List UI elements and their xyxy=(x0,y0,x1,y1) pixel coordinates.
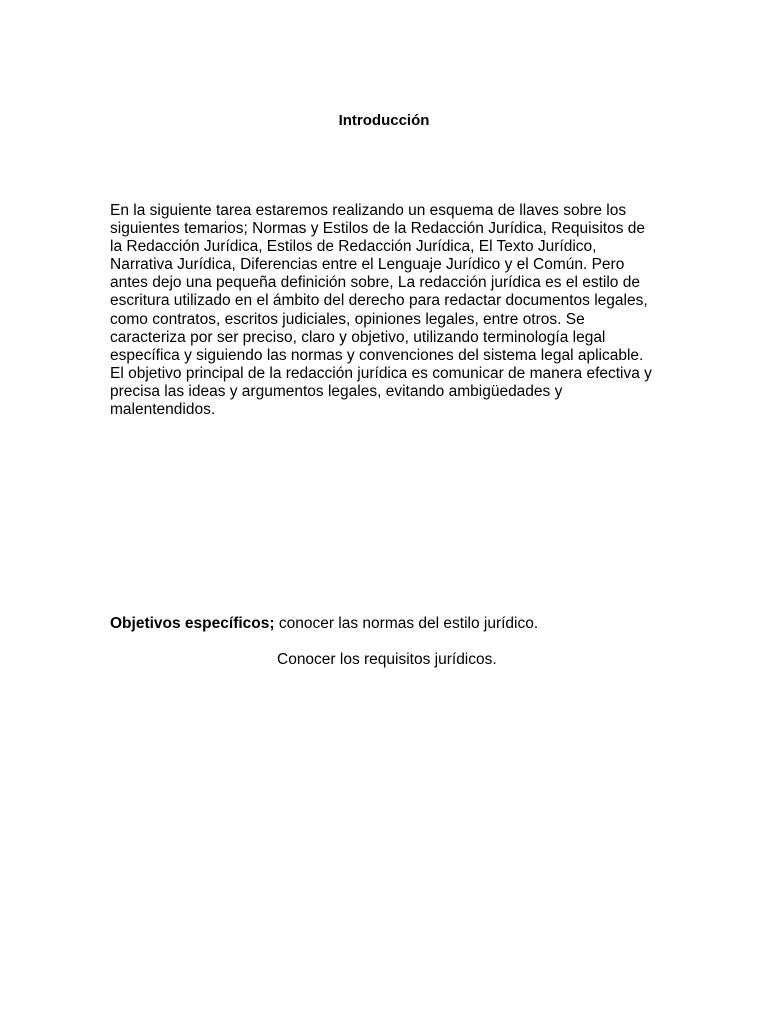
objective-item-2: Conocer los requisitos jurídicos. xyxy=(277,651,497,668)
intro-paragraph: En la siguiente tarea estaremos realizando un esquema de llaves sobre los siguientes temarios; Normas y Estilos de la Redacción Jurídica, Requisitos de la Redacción Jurídica, Estilos de Redacción Jurídica, El Texto Jurídico, Narrativa Jurídica, Diferencias entre el Lenguaje Jurídico y el Común. Pero antes dejo una pequeña definición sobre, La redacción jurídica es el estilo de escritura utilizado en el ámbito del derecho para redactar documentos legales, como contratos, escritos judiciales, opiniones legales, entre otros. Se caracteriza por ser preciso, claro y objetivo, utilizando terminología legal específica y siguiendo las normas y convenciones del sistema legal aplicable. El objetivo principal de la redacción jurídica es comunicar de manera efectiva y precisa las ideas y argumentos legales, evitando ambigüedades y malentendidos. xyxy=(110,202,652,419)
objective-item-1: conocer las normas del estilo jurídico. xyxy=(278,615,539,632)
objectives-label: Objetivos específicos; xyxy=(110,615,275,632)
objectives-line xyxy=(110,615,670,633)
document-title: Introducción xyxy=(338,112,430,129)
